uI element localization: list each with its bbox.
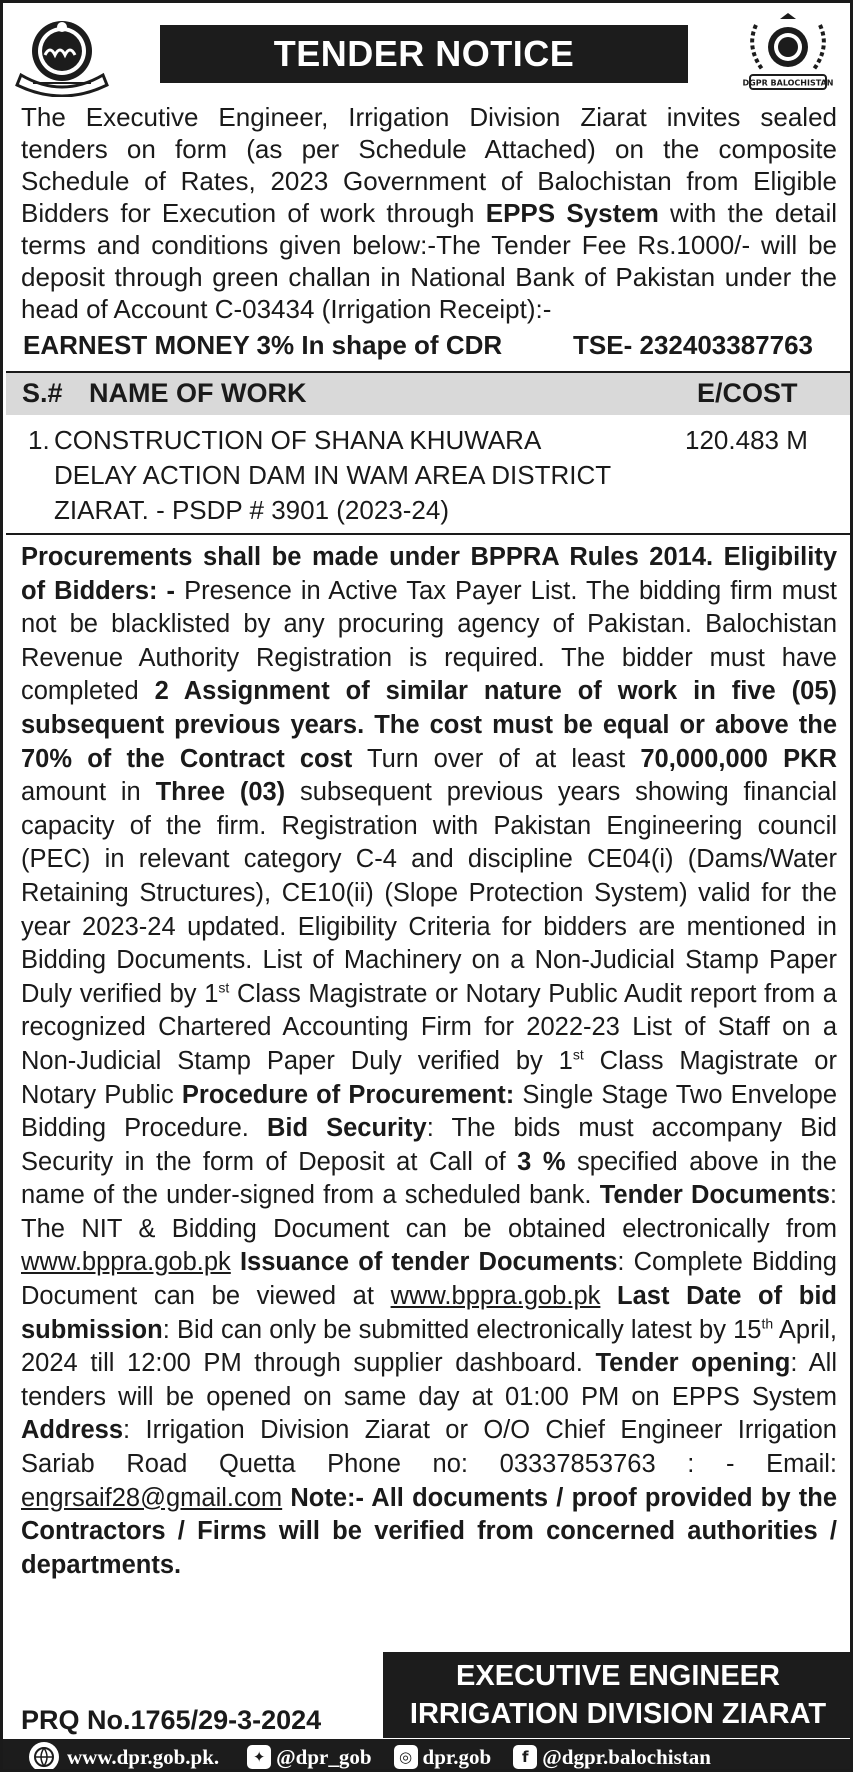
table-row: [6, 419, 853, 531]
dgpr-emblem-right: [738, 11, 838, 95]
twitter-icon: ✦: [247, 1745, 271, 1769]
divider: [6, 533, 853, 535]
work-table-header: [6, 373, 853, 415]
earnest-money-text: EARNEST MONEY 3% In shape of CDR: [23, 330, 503, 360]
facebook-icon: f: [513, 1745, 537, 1769]
header-sn: S.#: [22, 378, 63, 408]
work-name: CONSTRUCTION OF SHANA KHUWARA DELAY ACTION DAM IN WAM AREA DISTRICT ZIARAT. - PSDP # 3901 (2023-24): [54, 425, 612, 525]
row-number: 1.: [28, 425, 50, 455]
tse-number: TSE- 232403387763: [573, 330, 813, 360]
instagram-icon: ◎: [394, 1745, 418, 1769]
signature-division: IRRIGATION DIVISION ZIARAT: [409, 1698, 827, 1730]
earnest-money-line: [23, 329, 813, 361]
terms-paragraph: Procurements shall be made under BPPRA Rules 2014. Eligibility of Bidders: - Presence in Active Tax Payer List. The bidding firm must not be blacklisted by any procuring agency of Pakistan. Balochistan Revenue Authority Registration is required. The bidder must have completed 2 Assignment of similar nature of work in five (05) subsequent previous years. The cost must be equal or above the 70% of the Contract cost Turn over of at least 70,000,000 PKR amount in Three (03) subsequent previous years showing financial capacity of the firm. Registration with Pakistan Engineering council (PEC) in relevant category C-4 and discipline CE04(i) (Dams/Water Retaining Structures), CE10(ii) (Slope Protection System) valid for the year 2023-24 updated. Eligibility Criteria for bidders are mentioned in Bidding Documents. List of Machinery on a Non-Judicial Stamp Paper Duly verified by 1st Class Magistrate or Notary Public Audit report from a recognized Chartered Accounting Firm for 2022-23 List of Staff on a Non-Judicial Stamp Paper Duly verified by 1st Class Magistrate or Notary Public Procedure of Procurement: Single Stage Two Envelope Bidding Procedure. Bid Security: The bids must accompany Bid Security in the form of Deposit at Call of 3 % specified above in the name of the under-signed from a scheduled bank. Tender Documents: The NIT & Bidding Document can be obtained electronically from www.bppra.gob.pk Issuance of tender Documents: Complete Bidding Document can be viewed at www.bppra.gob.pk Last Date of bid submission: Bid can only be submitted electronically latest by 15th April, 2024 till 12:00 PM through supplier dashboard. Tender opening: All tenders will be opened on same day at 01:00 PM on EPPS System Address: Irrigation Division Ziarat or O/O Chief Engineer Irrigation Sariab Road Quetta Phone no: 03337853763 : - Email: engrsaif28@gmail.com Note:- All documents / proof provided by the Contractors / Firms will be verified from concerned authorities / departments.: [21, 543, 838, 1579]
intro-paragraph: The Executive Engineer, Irrigation Division Ziarat invites sealed tenders on form (as per Schedule Attached) on the composite Schedule of Rates, 2023 Government of Balochistan from Eligible Bidders for Execution of work through EPPS System with the detail terms and conditions given below:-The Tender Fee Rs.1000/- will be deposit through green challan in National Bank of Pakistan under the head of Account C-03434 (Irrigation Receipt):-: [21, 102, 838, 324]
email-link[interactable]: engrsaif28@gmail.com: [21, 1483, 283, 1512]
twitter-handle[interactable]: ✦ @dpr_gob: [247, 1745, 371, 1770]
signature-title: EXECUTIVE ENGINEER: [456, 1660, 780, 1692]
balochistan-emblem-left: [15, 13, 109, 97]
page-title: TENDER NOTICE: [160, 25, 688, 83]
facebook-handle[interactable]: f @dgpr.balochistan: [513, 1745, 711, 1770]
globe-icon: [29, 1742, 59, 1772]
footer-bar: [3, 1739, 853, 1772]
website-link[interactable]: www.dpr.gob.pk.: [67, 1744, 220, 1769]
prq-number: PRQ No.1765/29-3-2024: [21, 1705, 322, 1735]
logo-caption: DGPR BALOCHISTAN: [742, 78, 834, 88]
bppra-link[interactable]: www.bppra.gob.pk: [21, 1248, 231, 1277]
header-name-of-work: NAME OF WORK: [89, 378, 307, 408]
bppra-link-2[interactable]: www.bppra.gob.pk: [390, 1282, 601, 1311]
signature-block: [383, 1652, 853, 1738]
header-cost: E/COST: [697, 378, 798, 408]
estimated-cost: 120.483 M: [685, 425, 808, 455]
instagram-handle[interactable]: ◎ dpr.gob: [394, 1745, 492, 1770]
